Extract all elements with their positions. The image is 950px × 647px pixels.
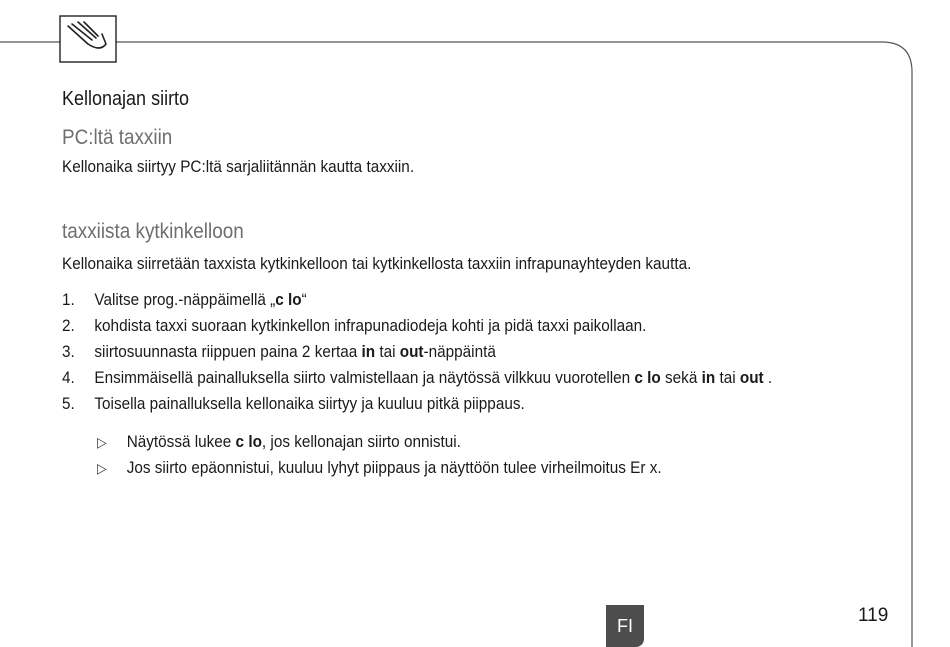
step-number: 3. xyxy=(62,342,75,361)
language-badge: FI xyxy=(606,605,644,647)
clock-section-heading: taxxiista kytkinkelloon xyxy=(62,220,244,243)
list-item xyxy=(97,458,662,484)
step-text: Ensimmäisellä painalluksella siirto valmistellaan ja näytössä vilkkuu vuorotellen c lo sekä in tai out . xyxy=(94,368,773,387)
step-number: 5. xyxy=(62,394,75,413)
result-text: Jos siirto epäonnistui, kuuluu lyhyt piippaus ja näyttöön tulee virheilmoitus Er x. xyxy=(126,458,662,477)
pc-section-heading: PC:ltä taxxiin xyxy=(62,126,173,149)
page-number: 119 xyxy=(858,605,889,626)
step-text: Toisella painalluksella kellonaika siirtyy ja kuuluu pitkä piippaus. xyxy=(94,394,525,413)
steps-list xyxy=(62,290,772,420)
triangle-right-icon: ▷ xyxy=(97,434,107,450)
clock-section-text: Kellonaika siirretään taxxista kytkinkelloon tai kytkinkellosta taxxiin infrapunayhteyden kautta. xyxy=(62,254,692,273)
triangle-right-icon: ▷ xyxy=(97,460,107,476)
list-item xyxy=(62,316,772,342)
section-title: Kellonajan siirto xyxy=(62,88,190,110)
hand-pointer-icon xyxy=(58,14,118,66)
result-text: Näytössä lukee c lo, jos kellonajan siirto onnistui. xyxy=(126,432,461,451)
pc-section-text: Kellonaika siirtyy PC:ltä sarjaliitännän kautta taxxiin. xyxy=(62,157,415,176)
results-list xyxy=(97,432,662,484)
step-number: 2. xyxy=(62,316,75,335)
list-item xyxy=(62,290,772,316)
list-item xyxy=(97,432,662,458)
list-item xyxy=(62,368,772,394)
step-text: kohdista taxxi suoraan kytkinkellon infrapunadiodeja kohti ja pidä taxxi paikollaan. xyxy=(94,316,647,335)
step-text: Valitse prog.-näppäimellä „c lo“ xyxy=(94,290,307,309)
list-item xyxy=(62,394,772,420)
step-number: 4. xyxy=(62,368,75,387)
step-text: siirtosuunnasta riippuen paina 2 kertaa in tai out-näppäintä xyxy=(94,342,496,361)
list-item xyxy=(62,342,772,368)
step-number: 1. xyxy=(62,290,75,309)
